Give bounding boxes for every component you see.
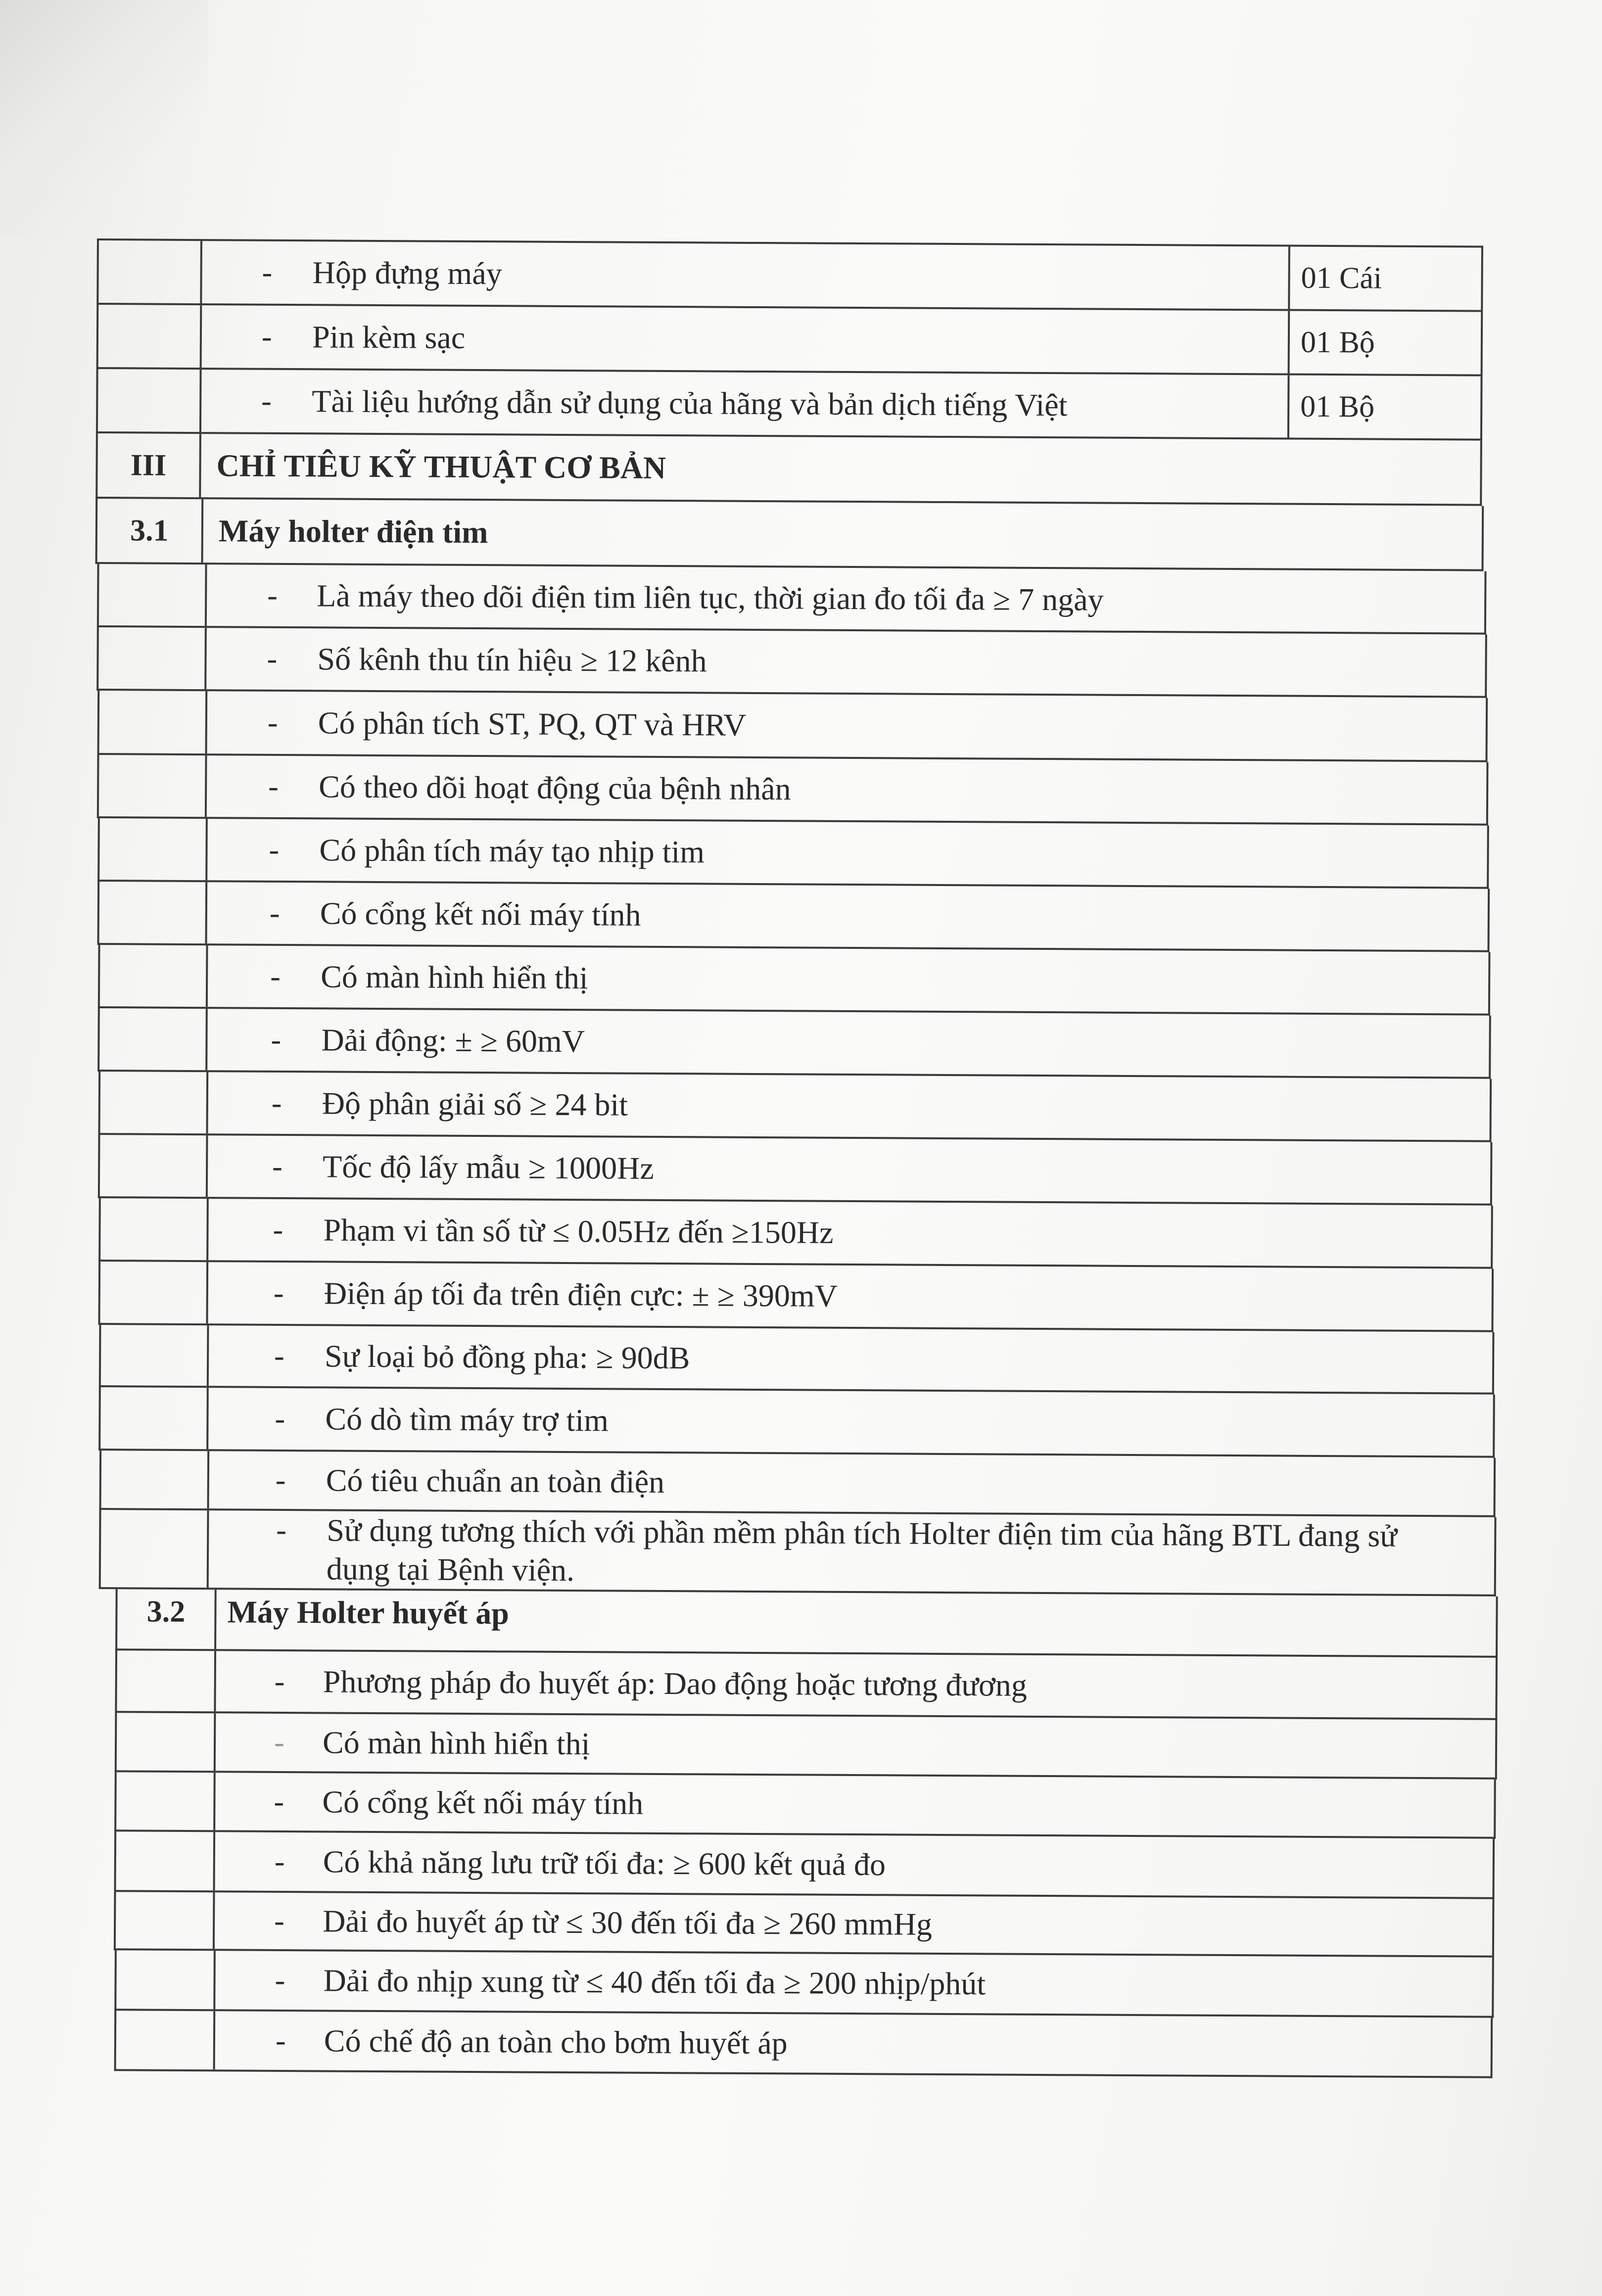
section-number: 3.2: [146, 1594, 186, 1629]
list-item: Có tiêu chuẩn an toàn điện: [326, 1462, 665, 1500]
list-item: Có dò tìm máy trợ tim: [325, 1401, 609, 1438]
bullet-dash: -: [270, 959, 281, 993]
bullet-dash: -: [269, 833, 280, 867]
table-row: [98, 1387, 1495, 1458]
bullet-dash: -: [261, 320, 272, 354]
table-row: [98, 945, 1491, 1016]
list-item: Dải đo huyết áp từ ≤ 30 đến tối đa ≥ 260 mmHg: [323, 1903, 933, 1942]
quantity-value: 01 Cái: [1301, 261, 1382, 295]
bullet-dash: -: [274, 1904, 285, 1938]
bullet-dash: -: [273, 1276, 284, 1310]
bullet-dash: -: [275, 1402, 285, 1436]
bullet-dash: -: [272, 1149, 283, 1183]
quantity-value: 01 Bộ: [1300, 325, 1375, 360]
bullet-dash: -: [267, 578, 278, 612]
table-row: [96, 305, 1483, 376]
list-item: Có cổng kết nối máy tính: [322, 1784, 644, 1821]
list-item: Có màn hình hiển thị: [322, 1725, 590, 1762]
section-title: Máy holter điện tim: [218, 513, 488, 550]
bullet-dash: -: [273, 1213, 283, 1247]
bullet-dash: -: [274, 1664, 285, 1698]
table-row: [97, 564, 1487, 635]
table-row: [98, 1262, 1494, 1332]
table-row: [97, 691, 1488, 762]
bullet-dash: -: [275, 1463, 286, 1497]
table-row: [114, 1892, 1495, 1958]
list-item: Số kênh thu tín hiệu ≥ 12 kênh: [317, 641, 707, 679]
section-header-row: [95, 433, 1482, 506]
bullet-dash: -: [274, 1339, 285, 1373]
bullet-dash: -: [267, 642, 278, 676]
quantity-value: 01 Bộ: [1300, 389, 1375, 424]
list-item: Điện áp tối đa trên điện cực: ± ≥ 390mV: [324, 1275, 838, 1313]
table-row: [114, 2011, 1493, 2078]
list-item: Phạm vi tần số từ ≤ 0.05Hz đến ≥150Hz: [323, 1212, 834, 1250]
bullet-dash: -: [262, 255, 273, 289]
table-row: [115, 1713, 1498, 1780]
bullet-dash: -: [276, 1513, 287, 1547]
table-row: [97, 755, 1489, 826]
list-item: Dải động: ± ≥ 60mV: [321, 1022, 585, 1059]
list-item: Dải đo nhịp xung từ ≤ 40 đến tối đa ≥ 200 nhịp/phút: [323, 1963, 986, 2002]
list-item: Pin kèm sạc: [312, 319, 466, 355]
list-item: Hộp đựng máy: [312, 255, 502, 291]
table-row: [99, 1325, 1495, 1395]
list-item: Có khả năng lưu trữ tối đa: ≥ 600 kết quả đo: [323, 1844, 886, 1882]
bullet-dash: -: [269, 896, 280, 930]
list-item: Có cổng kết nối máy tính: [320, 895, 641, 933]
table-row: [115, 1650, 1498, 1720]
list-item: Có màn hình hiển thị: [320, 959, 588, 996]
bullet-dash: -: [274, 1784, 284, 1819]
table-row: [96, 238, 1483, 312]
list-item: Có chế độ an toàn cho bơm huyết áp: [324, 2023, 788, 2061]
bullet-dash: -: [275, 1963, 285, 1997]
table-row: [98, 1135, 1493, 1206]
section-number: III: [130, 448, 167, 482]
list-item: Sự loại bỏ đồng pha: ≥ 90dB: [324, 1338, 690, 1376]
section-header-row: [115, 1589, 1498, 1658]
table-row: [98, 1072, 1492, 1142]
table-row: [99, 1510, 1497, 1596]
list-item: Độ phân giải số ≥ 24 bit: [322, 1085, 628, 1123]
table-row: [97, 1008, 1491, 1079]
table-row: [114, 1772, 1496, 1839]
bullet-dash: -: [268, 769, 279, 803]
bullet-dash: -: [274, 1844, 285, 1878]
list-item: Sử dụng tương thích với phần mềm phân tích Holter điện tim của hãng BTL đang sử dụng tại Bệnh viện.: [326, 1512, 1398, 1588]
list-item: Phương pháp đo huyết áp: Dao động hoặc tương đương: [323, 1664, 1028, 1703]
bullet-dash: -: [271, 1086, 282, 1120]
table-row: [114, 1950, 1494, 2018]
section-title: Máy Holter huyết áp: [227, 1594, 510, 1631]
bullet-dash: -: [275, 2023, 286, 2058]
table-row: [114, 1831, 1495, 1899]
bullet-dash: -: [261, 384, 272, 418]
list-item: Tài liệu hướng dẫn sử dụng của hãng và bản dịch tiếng Việt: [312, 383, 1068, 423]
table-row: [99, 1451, 1496, 1517]
table-row: [97, 818, 1489, 889]
table-row: [97, 882, 1490, 952]
list-item: Tốc độ lấy mẫu ≥ 1000Hz: [322, 1149, 654, 1186]
list-item: Có phân tích ST, PQ, QT và HRV: [318, 705, 747, 743]
bullet-dash: -: [271, 1023, 282, 1057]
page-fold-shadow: [0, 0, 208, 237]
section-header-row: [95, 499, 1484, 571]
section-title: CHỈ TIÊU KỸ THUẬT CƠ BẢN: [216, 448, 666, 486]
section-number: 3.1: [130, 513, 169, 548]
table-row: [98, 1198, 1493, 1269]
list-item: Có phân tích máy tạo nhịp tim: [319, 832, 705, 870]
table-row: [96, 627, 1487, 698]
list-item: Là máy theo dõi điện tim liên tục, thời gian đo tối đa ≥ 7 ngày: [317, 578, 1104, 617]
table-row: [96, 369, 1483, 441]
list-item: Có theo dõi hoạt động của bệnh nhân: [319, 769, 791, 807]
bullet-dash: -: [267, 705, 278, 740]
bullet-dash: -: [274, 1725, 284, 1759]
